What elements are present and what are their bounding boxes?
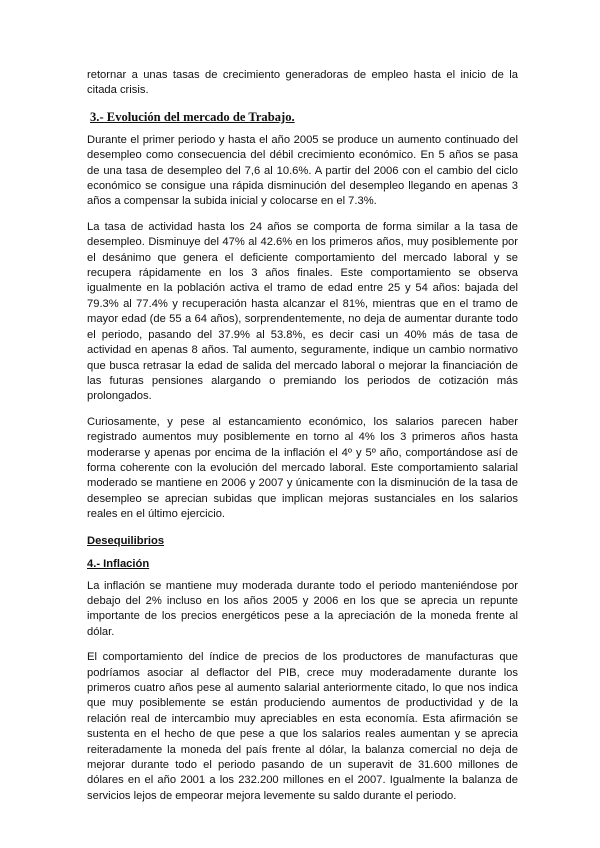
section-4-paragraph-2: El comportamiento del índice de precios de los productores de manufacturas que podríamos asociar al deflactor del PIB, crece muy moderadamente durante los primeros cuatro años pese al aumento salarial anteriormente citado, lo que nos indica que muy posiblemente se están produciendo aumentos de productividad y de la relación real de intercambio muy apreciables en esta economía. Esta afirmación se sustenta en el hecho de que pese a que los salarios reales aumentan y se aprecia reiteradamente la moneda del país frente al dólar, la balanza comercial no deja de mejorar durante todo el periodo pasando de un superavit de 31.600 millones de dólares en el año 2001 a los 232.200 millones en el 2007. Igualmente la balanza de servicios lejos de empeorar mejora levemente su saldo durante el periodo.	[87, 651, 518, 802]
document-page	[87, 68, 518, 814]
section-4-paragraph-1: La inflación se mantiene muy moderada durante todo el periodo manteniéndose por debajo del 2% incluso en los años 2005 y 2006 en los que se aprecia un repunte importante de los precios energéticos pese a la apreciación de la moneda frente al dólar.	[87, 579, 518, 638]
section-4-heading: 4.- Inflación	[87, 557, 150, 570]
section-3-paragraph-2: La tasa de actividad hasta los 24 años se comporta de forma similar a la tasa de desempleo. Disminuye del 47% al 42.6% en los primeros años, muy posiblemente por el desánimo que genera el deficiente comportamiento del mercado laboral y se recupera rápidamente en los 3 años finales. Este comportamiento se observa igualmente en la población activa el tramo de edad entre 25 y 54 años: bajada del 79.3% al 77.4% y recuperación hasta alcanzar el 81%, mientras que en el tramo de mayor edad (de 55 a 64 años), sorprendentemente, no deja de aumentar durante todo el periodo, pasando del 37.9% al 53.8%, es decir casi un 40% más de tasa de actividad en apenas 8 años. Tal aumento, seguramente, indique un cambio normativo que busca retrasar la edad de salida del mercado laboral o mejorar la financiación de las futuras pensiones alargando o premiando los periodos de cotización más prolongados.	[87, 220, 518, 403]
section-3-paragraph-1: Durante el primer periodo y hasta el año 2005 se produce un aumento continuado del desempleo como consecuencia del débil crecimiento económico. En 5 años se pasa de una tasa de desempleo del 7,6 al 10.6%. A partir del 2006 con el cambio del ciclo económico se consigue una rápida disminución del desempleo llegando en apenas 3 años a compensar la subida inicial y colocarse en el 7.3%.	[87, 133, 518, 208]
desequilibrios-heading: Desequilibrios	[87, 534, 165, 547]
section-3-paragraph-3: Curiosamente, y pese al estancamiento económico, los salarios parecen haber registrado aumentos muy posiblemente en torno al 4% los 3 primeros años hasta moderarse y apenas por encima de la inflación el 4º y 5º año, comportándose así de forma coherente con la evolución del mercado laboral. Este comportamiento salarial moderado se mantiene en 2006 y 2007 y únicamente con la disminución de la tasa de desempleo se aprecian subidas que implican mejoras sustanciales en los salarios reales en el último ejercicio.	[87, 415, 518, 521]
intro-paragraph: retornar a unas tasas de crecimiento generadoras de empleo hasta el inicio de la citada crisis.	[87, 69, 518, 97]
section-3-title: 3.- Evolución del mercado de Trabajo.	[90, 109, 295, 124]
